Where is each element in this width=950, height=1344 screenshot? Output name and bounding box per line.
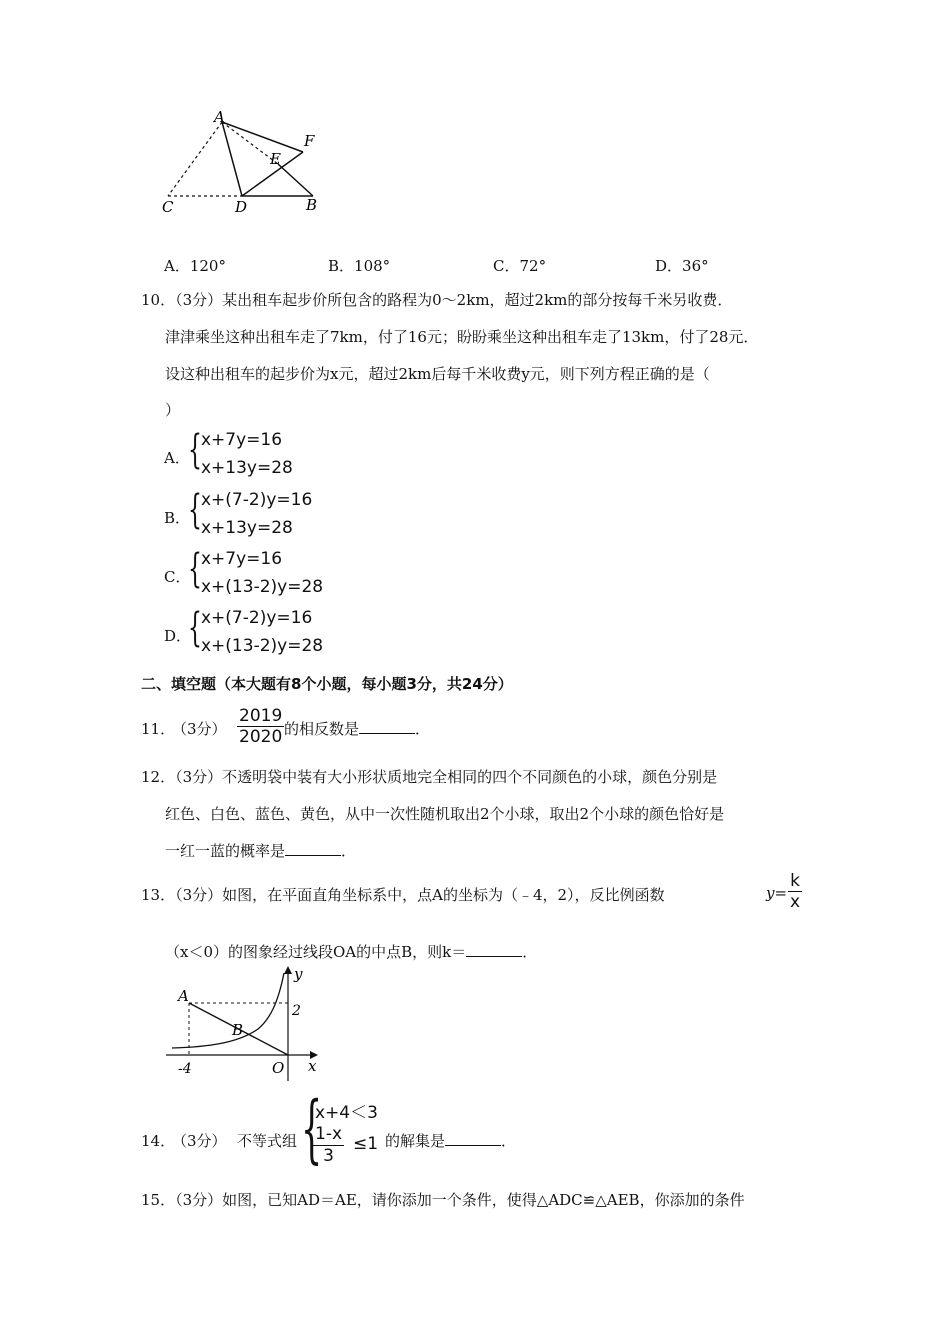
q9-option-b: B．108° <box>328 257 391 275</box>
q15-number: 15． <box>141 1191 176 1209</box>
q14-inequality-2-rhs: ≤1 <box>353 1134 379 1154</box>
q12-score: （3分） <box>175 768 223 786</box>
q13-denominator: x <box>790 892 801 912</box>
q9-option-d: D．36° <box>655 257 709 275</box>
q11-number: 11． <box>141 720 176 738</box>
section-2-title: 二、填空题（本大题有8个小题，每小题3分，共24分） <box>141 675 513 693</box>
q13-label: x <box>308 1057 317 1075</box>
q13-line2 <box>165 941 537 962</box>
option-label: C． <box>164 568 191 586</box>
q14-suffix: 的解集是 <box>385 1132 446 1150</box>
q12-text-1: 不透明袋中装有大小形状质地完全相同的四个不同颜色的小球，颜色分别是 <box>222 768 718 786</box>
q10-number: 10． <box>141 291 176 309</box>
q9-geometry-figure <box>150 100 350 220</box>
q10-line3: 设这种出租车的起步价为x元，超过2km后每千米收费y元，则下列方程正确的是（ <box>165 365 710 383</box>
q13-fraction <box>788 871 802 912</box>
q14-score: （3分） <box>172 1132 227 1150</box>
q14-blank <box>445 1131 501 1146</box>
q11-end: ． <box>415 720 431 738</box>
q13-numerator: k <box>788 871 802 892</box>
q13-label: -4 <box>178 1061 192 1077</box>
q10-line2: 津津乘坐这种出租车走了7km，付了16元；盼盼乘坐这种出租车走了13km，付了28元． <box>165 328 759 346</box>
q15-text: 如图，已知AD＝AE，请你添加一个条件，使得△ADC≌△AEB，你添加的条件 <box>222 1191 745 1209</box>
q13-number: 13． <box>141 886 176 904</box>
q15-line1 <box>141 1189 745 1210</box>
equation-1: x+7y=16 <box>201 549 283 569</box>
q13-label: A <box>178 987 189 1005</box>
option-label: D． <box>164 627 192 645</box>
q13-score: （3分） <box>175 886 223 904</box>
equation-2: x+(13-2)y=28 <box>201 636 324 656</box>
q14-prefix: 不等式组 <box>237 1132 298 1150</box>
q9-label: B <box>306 196 318 214</box>
q13-label: y <box>294 965 303 983</box>
q9-label: E <box>270 150 281 168</box>
q12-text-3: 一红一蓝的概率是 <box>165 842 286 860</box>
q13-label: 2 <box>292 1003 301 1019</box>
q10-line4: ） <box>165 401 181 419</box>
q12-line3 <box>165 840 356 861</box>
q12-line1 <box>141 766 717 787</box>
q13-y-eq: y= <box>766 884 788 902</box>
q12-end: ． <box>341 842 357 860</box>
q14-fraction <box>313 1124 344 1167</box>
q11-fraction <box>237 706 284 747</box>
q14-frac-denominator: 3 <box>323 1146 334 1166</box>
option-label: B． <box>164 509 191 527</box>
q11-score: （3分） <box>172 720 227 738</box>
q14-inequality-1: x+4＜3 <box>315 1103 378 1123</box>
q9-label: D <box>235 198 248 216</box>
q13-end: ． <box>522 943 538 961</box>
q12-line2: 红色、白色、蓝色、黄色，从中一次性随机取出2个小球，取出2个小球的颜色恰好是 <box>165 805 725 823</box>
q13-coordinate-figure <box>158 963 328 1085</box>
q13-label: O <box>272 1059 285 1077</box>
q11-text: 的相反数是 <box>284 720 360 738</box>
q11-denominator: 2020 <box>239 727 283 747</box>
equation-1: x+7y=16 <box>201 430 283 450</box>
q10-line1: 某出租车起步价所包含的路程为0～2km，超过2km的部分按每千米另收费． <box>222 291 733 309</box>
q13-text-1: 如图，在平面直角坐标系中，点A的坐标为（﹣4，2），反比例函数 <box>222 886 665 904</box>
q14-frac-numerator: 1-x <box>315 1124 343 1144</box>
equation-2: x+13y=28 <box>201 518 293 538</box>
q14: 14． （3分） 不等式组 { x+4＜3 $\frac{1-x}{3}$ ≤1 的解集是 ． <box>141 1086 517 1172</box>
q13-blank <box>466 942 522 957</box>
q14-end: ． <box>501 1132 517 1150</box>
q11-numerator: 2019 <box>239 706 283 726</box>
q11-blank <box>359 719 415 734</box>
q9-label: A <box>214 108 225 126</box>
equation-2: x+(13-2)y=28 <box>201 577 324 597</box>
q12-number: 12． <box>141 768 176 786</box>
equation-2: x+13y=28 <box>201 458 293 478</box>
option-label: A． <box>164 449 190 467</box>
q12-blank <box>285 841 341 856</box>
q9-label: C <box>162 198 174 216</box>
q13-text-2: （x＜0）的图象经过线段OA的中点B，则k＝ <box>165 943 467 961</box>
q9-option-a: A．120° <box>164 257 226 275</box>
q9-option-c: C．72° <box>493 257 547 275</box>
q9-label: F <box>304 132 315 150</box>
q10-score: （3分） <box>175 291 223 309</box>
q10-header <box>141 289 732 310</box>
equation-1: x+(7-2)y=16 <box>201 608 313 628</box>
q15-score: （3分） <box>175 1191 223 1209</box>
equation-1: x+(7-2)y=16 <box>201 490 313 510</box>
q13-label: B <box>232 1021 244 1039</box>
q13-line1 <box>141 884 665 905</box>
q14-number: 14． <box>141 1132 176 1150</box>
